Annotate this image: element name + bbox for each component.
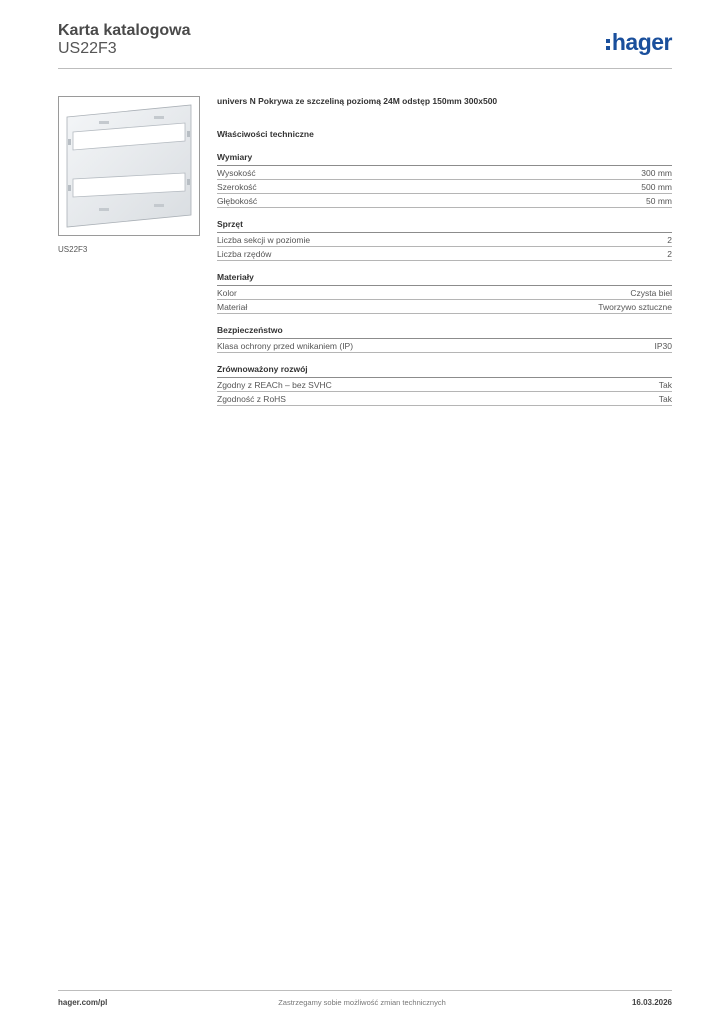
spec-row: [217, 194, 672, 208]
spec-label: Liczba rzędów: [217, 249, 272, 259]
spec-row: [217, 378, 672, 392]
group-title: Wymiary: [217, 152, 672, 166]
footer-date: 16.03.2026: [631, 998, 672, 1007]
spec-value: IP30: [654, 341, 672, 351]
logo-text: hager: [611, 28, 672, 55]
document-title: Karta katalogowa: [58, 22, 191, 39]
spec-row: [217, 339, 672, 353]
spec-group-hardware: [217, 219, 672, 261]
header-divider: [58, 68, 672, 69]
spec-label: Zgodność z RoHS: [217, 394, 286, 404]
spec-group-dimensions: [217, 152, 672, 208]
group-title: Zrównoważony rozwój: [217, 364, 672, 378]
group-title: Materiały: [217, 272, 672, 286]
spec-group-materials: [217, 272, 672, 314]
spec-row: [217, 392, 672, 406]
spec-label: Materiał: [217, 302, 248, 312]
spec-group-safety: [217, 325, 672, 353]
spec-value: Tworzywo sztuczne: [598, 302, 672, 312]
product-description: univers N Pokrywa ze szczeliną poziomą 24M odstęp 150mm 300x500: [217, 96, 498, 106]
spec-value: Czysta biel: [630, 288, 672, 298]
hager-logo: [606, 28, 672, 56]
spec-content: [217, 96, 672, 406]
spec-value: 2: [667, 235, 672, 245]
spec-label: Liczba sekcji w poziomie: [217, 235, 311, 245]
technical-properties-heading: Właściwości techniczne: [217, 129, 314, 139]
group-title: Bezpieczeństwo: [217, 325, 672, 339]
spec-label: Wysokość: [217, 168, 256, 178]
spec-row: [217, 180, 672, 194]
group-title: Sprzęt: [217, 219, 672, 233]
spec-row: [217, 233, 672, 247]
spec-value: 50 mm: [646, 196, 672, 206]
spec-value: 300 mm: [641, 168, 672, 178]
page-header: [58, 20, 672, 70]
product-code: US22F3: [58, 40, 117, 57]
spec-label: Szerokość: [217, 182, 257, 192]
spec-label: Klasa ochrony przed wnikaniem (IP): [217, 341, 354, 351]
spec-label: Głębokość: [217, 196, 258, 206]
spec-row: [217, 300, 672, 314]
footer-divider: [58, 990, 672, 991]
footer-notice: Zastrzegamy sobie możliwość zmian technicznych: [278, 998, 446, 1007]
image-caption: US22F3: [58, 245, 88, 254]
spec-row: [217, 247, 672, 261]
logo-dots-icon: [606, 39, 610, 50]
spec-label: Kolor: [217, 288, 237, 298]
spec-value: Tak: [658, 394, 672, 404]
spec-label: Zgodny z REACh – bez SVHC: [217, 380, 332, 390]
spec-row: [217, 286, 672, 300]
spec-row: [217, 166, 672, 180]
spec-value: Tak: [658, 380, 672, 390]
spec-value: 2: [667, 249, 672, 259]
cover-plate-illustration: [59, 97, 199, 235]
spec-group-sustainability: [217, 364, 672, 406]
spec-value: 500 mm: [641, 182, 672, 192]
product-image: [58, 96, 200, 236]
footer-website-link[interactable]: hager.com/pl: [58, 998, 108, 1007]
